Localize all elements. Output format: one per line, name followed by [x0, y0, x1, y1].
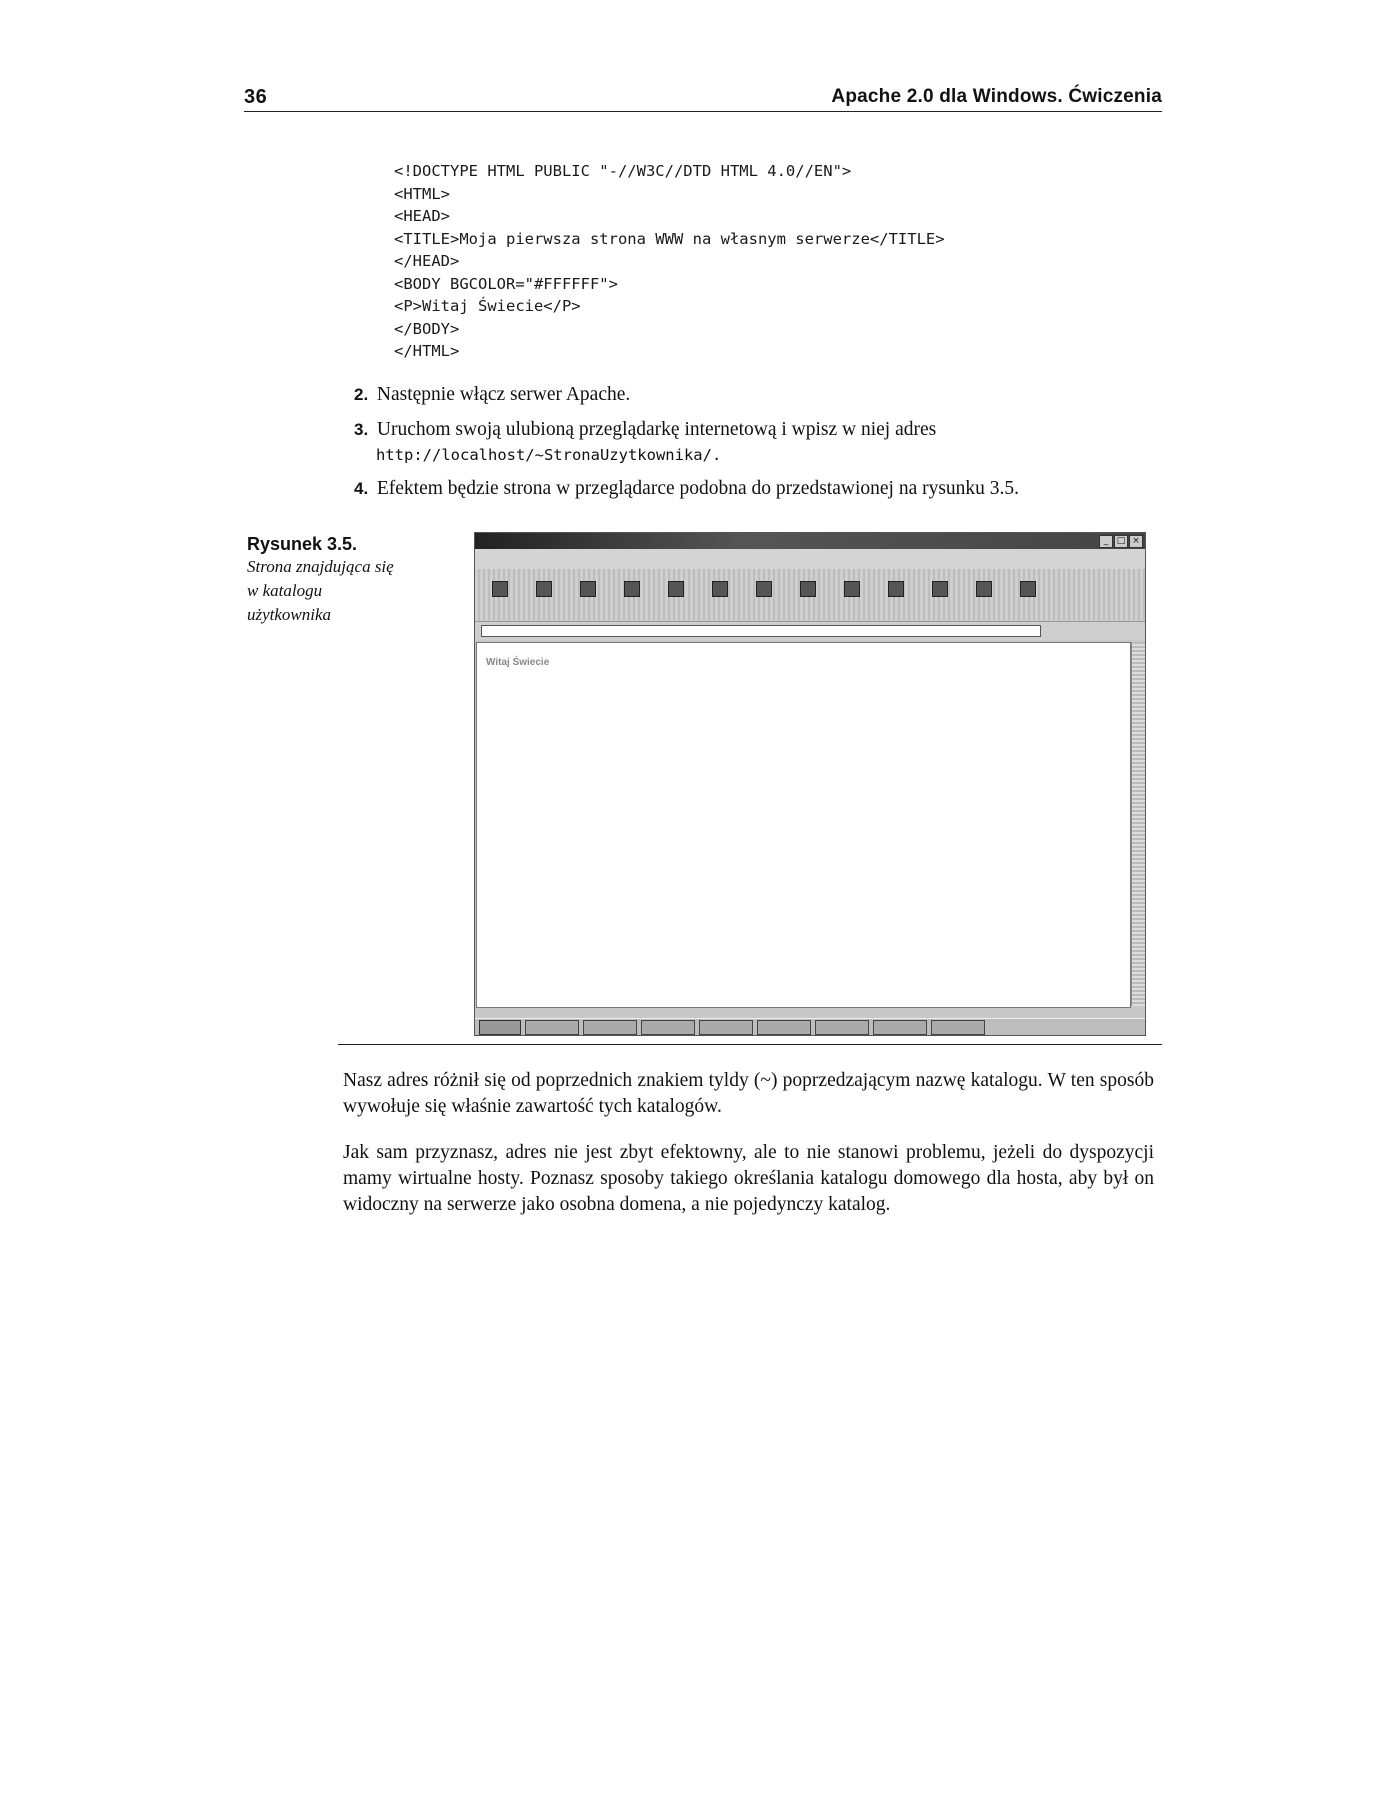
browser-viewport: [476, 642, 1131, 1008]
maximize-icon: □: [1114, 535, 1128, 548]
edit-button: [1013, 577, 1043, 613]
home-icon: [668, 581, 684, 597]
body-paragraph: Jak sam przyznasz, adres nie jest zbyt efektowny, ale to nie stanowi problemu, jeżeli do dyspozycji mamy wirtualne hosty. Poznasz sposoby takiego określania katalogu domowego dla hosta, aby był on widoczny na serwerze jako osobna domena, a nie pojedynczy katalog.: [343, 1142, 1154, 1215]
refresh-button: [617, 577, 647, 613]
code-listing: [394, 160, 945, 363]
browser-toolbar: [475, 569, 1145, 621]
forward-button: [529, 577, 559, 613]
code-line: <BODY BGCOLOR="#FFFFFF">: [394, 274, 618, 293]
scrollbar: [1131, 642, 1145, 1006]
taskbar: [475, 1018, 1145, 1035]
taskbar-item: [641, 1020, 695, 1035]
taskbar-item: [583, 1020, 637, 1035]
stop-icon: [580, 581, 596, 597]
code-line: <HEAD>: [394, 207, 450, 225]
code-line: </HEAD>: [394, 252, 460, 270]
figure-caption: [247, 533, 417, 627]
code-line: </BODY>: [394, 319, 460, 338]
fullscreen-icon: [888, 581, 904, 597]
address-bar: [475, 621, 1145, 640]
print-button: [969, 577, 999, 613]
channels-button: [837, 577, 867, 613]
favorites-icon: [756, 581, 772, 597]
step-number: 2.: [354, 385, 369, 404]
code-line: <!DOCTYPE HTML PUBLIC "-//W3C//DTD HTML 4.0//EN">: [394, 162, 852, 180]
running-head: [244, 82, 1162, 112]
forward-icon: [536, 581, 552, 597]
back-icon: [492, 581, 508, 597]
step-item: [354, 476, 1154, 502]
step-text: Uruchom swoją ulubioną przeglądarkę internetową i wpisz w niej adres: [376, 419, 937, 440]
fullscreen-button: [881, 577, 911, 613]
code-line: </HTML>: [394, 342, 460, 360]
header-rule: [244, 111, 1162, 112]
search-button: [705, 577, 735, 613]
code-line: <HTML>: [394, 184, 450, 203]
code-line: <TITLE>Moja pierwsza strona WWW na własnym serwerze</TITLE>: [394, 229, 945, 248]
home-button: [661, 577, 691, 613]
body-paragraph: Nasz adres różnił się od poprzednich znakiem tyldy (~) poprzedzającym nazwę katalogu. W ten sposób wywołuje się właśnie zawartość tych katalogów.: [343, 1070, 1154, 1117]
taskbar-item: [757, 1020, 811, 1035]
figure-label: Rysunek 3.5.: [247, 534, 358, 554]
stop-button: [573, 577, 603, 613]
minimize-icon: _: [1099, 535, 1113, 548]
close-icon: ×: [1129, 535, 1143, 548]
step-number: 3.: [354, 420, 369, 439]
step-list: [354, 382, 1154, 511]
step-item: [354, 417, 1154, 467]
window-titlebar: [475, 533, 1145, 549]
taskbar-item: [931, 1020, 985, 1035]
figure-rule: [338, 1044, 1162, 1045]
code-line: <P>Witaj Świecie</P>: [394, 297, 581, 315]
mail-button: [925, 577, 955, 613]
search-icon: [712, 581, 728, 597]
figure-description: Strona znajdująca się w katalogu użytkownika: [247, 557, 394, 624]
history-button: [793, 577, 823, 613]
step-item: [354, 382, 1154, 408]
refresh-icon: [624, 581, 640, 597]
taskbar-item: [815, 1020, 869, 1035]
rendered-page-text: Witaj Świecie: [486, 657, 550, 668]
edit-icon: [1020, 581, 1036, 597]
menu-bar: [475, 549, 1145, 569]
browser-screenshot: [474, 532, 1146, 1036]
step-text: Efektem będzie strona w przeglądarce podobna do przedstawionej na rysunku 3.5.: [376, 478, 1020, 499]
taskbar-item: [699, 1020, 753, 1035]
back-button: [485, 577, 515, 613]
step-number: 4.: [354, 479, 369, 498]
favorites-button: [749, 577, 779, 613]
taskbar-item: [873, 1020, 927, 1035]
channels-icon: [844, 581, 860, 597]
start-button: [479, 1020, 521, 1035]
page-number: 36: [244, 86, 268, 108]
step-text: Następnie włącz serwer Apache.: [376, 384, 631, 405]
history-icon: [800, 581, 816, 597]
print-icon: [976, 581, 992, 597]
address-input: [481, 625, 1041, 637]
book-title: Apache 2.0 dla Windows. Ćwiczenia: [831, 86, 1162, 107]
taskbar-item: [525, 1020, 579, 1035]
mail-icon: [932, 581, 948, 597]
status-bar: [475, 1008, 1145, 1018]
step-url: http://localhost/~StronaUzytkownika/.: [376, 446, 722, 464]
